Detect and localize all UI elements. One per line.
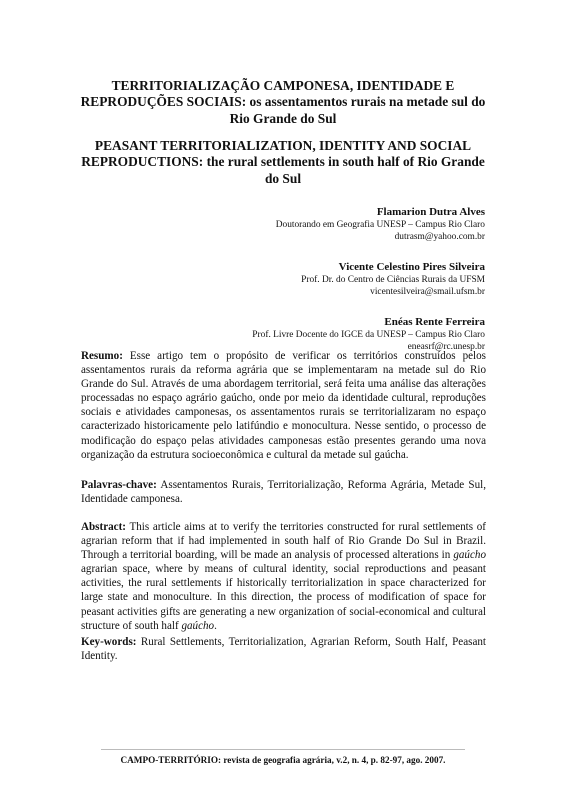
title-portuguese	[40, 78, 526, 127]
keywords-text: Rural Settlements, Territorialization, Agrarian Reform, South Half, Peasant Identity.	[81, 636, 486, 663]
palavras-chave-label: Palavras-chave:	[81, 479, 157, 491]
author-block	[252, 205, 485, 243]
author-affiliation: Doutorando em Geografia UNESP – Campus Rio Claro	[275, 220, 485, 230]
abstract-emphasis: gaúcho	[453, 549, 486, 562]
resumo-text: Esse artigo tem o propósito de verificar os territórios construídos pelos assentamentos rurais da reforma agrária que se implementaram na metade sul do Rio Grande do Sul. Através de uma abordagem territorial, será feita uma análise das alterações processadas no espaço agrário gaúcho, onde por meio da identidade cultural, reproduções sociais e atividades camponesas, os assentamentos rurais se territorializaram no espaço caracterizado historicamente pelo latifúndio e monocultura. Nesse sentido, o processo de modificação do espaço pelas atividades camponesas estão presentes gerando uma nova organização da estrutura socioeconômica e cultural da metade sul gaúcha.	[81, 350, 486, 461]
author-affiliation: Prof. Dr. do Centro de Ciências Rurais da UFSM	[301, 275, 485, 285]
footer-divider	[101, 749, 465, 750]
author-block	[252, 260, 485, 298]
palavras-chave-text: Assentamentos Rurais, Territorialização, Reforma Agrária, Metade Sul, Identidade camponesa.	[81, 479, 486, 506]
title-en-line2-caps: REPRODUCTIONS:	[81, 154, 204, 170]
resumo-label: Resumo:	[81, 350, 123, 362]
title-en-line1: PEASANT TERRITORIALIZATION, IDENTITY AND SOCIAL	[94, 138, 472, 153]
author-name: Flamarion Dutra Alves	[376, 206, 485, 218]
title-pt-line1: TERRITORIALIZAÇÃO CAMPONESA, IDENTIDADE E	[111, 78, 455, 93]
abstract-paragraph	[81, 520, 486, 633]
title-pt-line3: Rio Grande do Sul	[229, 110, 337, 126]
abstract-text: .	[214, 619, 217, 632]
abstract-label: Abstract:	[81, 521, 126, 533]
author-email: vicentesilveira@smail.ufsm.br	[370, 287, 485, 297]
author-email: eneasrf@rc.unesp.br	[407, 342, 485, 352]
title-en-line3: do Sul	[264, 170, 302, 186]
abstract-emphasis: gaúcho	[181, 619, 215, 632]
abstract-text: agrarian space, where by means of cultural identity, social reproductions and peasant activities, the rural settlements if historically territorialization in space characterized for large state and monoculture. In this direction, the process of modification of space for peasant activities gifts are generating a new organization of social-economical and cultural structure of south half	[81, 563, 486, 632]
title-english	[40, 138, 526, 187]
keywords-label: Key-words:	[81, 636, 137, 648]
author-affiliation: Prof. Livre Docente do IGCE da UNESP – Campus Rio Claro	[252, 330, 485, 340]
author-name: Vicente Celestino Pires Silveira	[338, 261, 485, 273]
abstract-text: This article aims at to verify the territories constructed for rural settlements of agrarian reform that if had implemented in south half of Rio Grande Do Sul in Brazil. Through a territorial boarding, will be made an analysis of processed alterations in	[81, 521, 486, 562]
resumo-paragraph	[81, 349, 486, 462]
palavras-chave-paragraph	[81, 478, 486, 506]
keywords-paragraph	[81, 635, 486, 663]
author-list	[252, 205, 485, 370]
title-pt-line2-rest: os assentamentos rurais na metade sul do	[246, 94, 486, 110]
journal-footer: CAMPO-TERRITÓRIO: revista de geografia agrária, v.2, n. 4, p. 82-97, ago. 2007.	[120, 755, 446, 765]
author-name: Enéas Rente Ferreira	[384, 316, 485, 328]
title-en-line2-rest: the rural settlements in south half of Rio Grande	[203, 154, 485, 170]
author-email: dutrasm@yahoo.com.br	[394, 232, 485, 242]
title-pt-line2-caps: REPRODUÇÕES SOCIAIS:	[80, 94, 247, 110]
author-block	[252, 315, 485, 353]
